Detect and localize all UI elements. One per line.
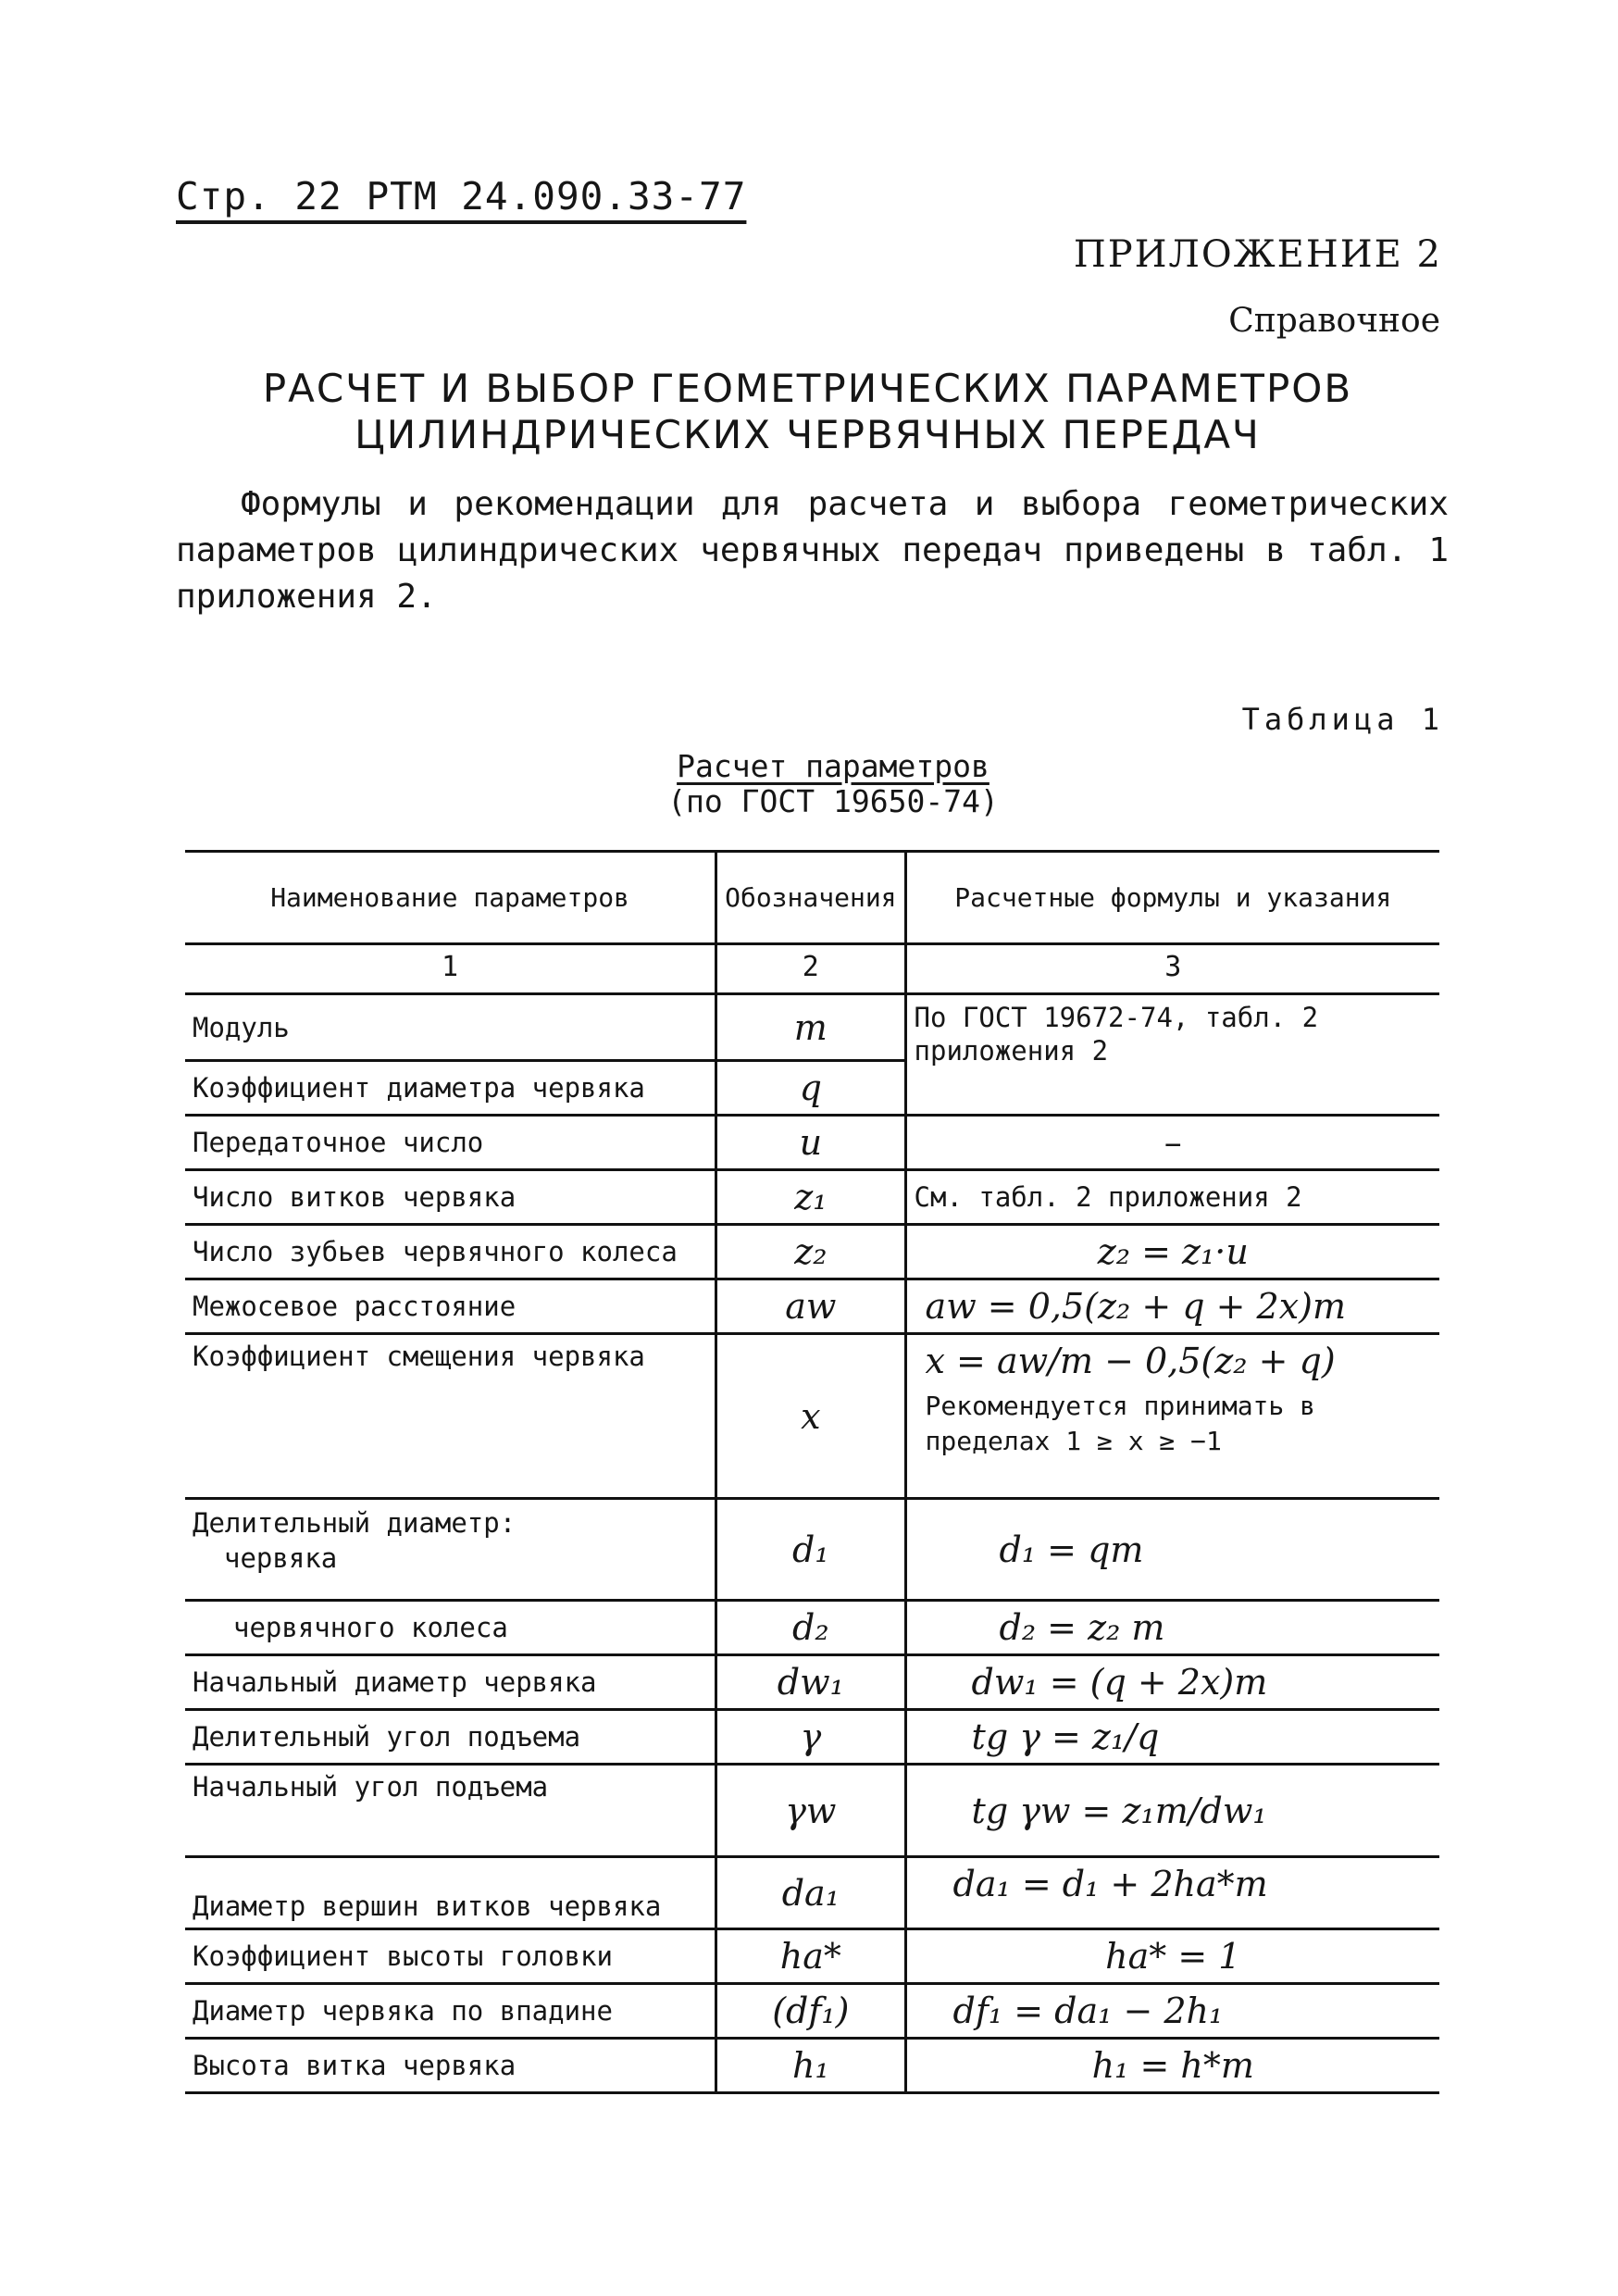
- param-symbol: q: [716, 1061, 905, 1116]
- param-symbol: m: [716, 994, 905, 1061]
- param-formula-cell: [905, 1334, 1439, 1499]
- document-title-line1: РАСЧЕТ И ВЫБОР ГЕОМЕТРИЧЕСКИХ ПАРАМЕТРОВ: [262, 366, 1353, 411]
- table-row: [185, 1765, 1439, 1857]
- col-header-symbol: Обозначения: [716, 852, 905, 944]
- param-name: Делительный угол подъема: [185, 1710, 716, 1765]
- param-formula: См. табл. 2 приложения 2: [905, 1170, 1439, 1225]
- param-symbol: d₂: [716, 1601, 905, 1655]
- table-header-row: [185, 852, 1439, 944]
- param-symbol: u: [716, 1116, 905, 1170]
- table-row: [185, 1984, 1439, 2039]
- page-reference: Стр. 22 РТМ 24.090.33-77: [176, 174, 747, 218]
- table-row: [185, 1929, 1439, 1984]
- param-formula: x = aw/m − 0,5(z₂ + q): [925, 1341, 1336, 1381]
- param-formula: d₂ = z₂ m: [905, 1601, 1439, 1655]
- param-formula: aw = 0,5(z₂ + q + 2x)m: [905, 1279, 1439, 1334]
- param-name: Коэффициент высоты головки: [185, 1929, 716, 1984]
- reference-type: Справочное: [1228, 302, 1440, 340]
- param-symbol: (df₁): [716, 1984, 905, 2039]
- param-name: Высота витка червяка: [185, 2039, 716, 2093]
- param-formula: tg γw = z₁m/dw₁: [905, 1765, 1439, 1857]
- param-name: Число зубьев червячного колеса: [185, 1225, 716, 1279]
- col-header-formula: Расчетные формулы и указания: [905, 852, 1439, 944]
- param-formula: da₁ = d₁ + 2ha*m: [905, 1857, 1439, 1929]
- param-symbol: γ: [716, 1710, 905, 1765]
- param-formula: h₁ = h*m: [905, 2039, 1439, 2093]
- param-name: Межосевое расстояние: [185, 1279, 716, 1334]
- param-symbol: ha*: [716, 1929, 905, 1984]
- param-name: Модуль: [185, 994, 716, 1061]
- param-symbol: x: [716, 1334, 905, 1499]
- param-symbol: z₁: [716, 1170, 905, 1225]
- table-column-numbers-row: [185, 944, 1439, 994]
- col-number: 1: [185, 944, 716, 994]
- param-name: Передаточное число: [185, 1116, 716, 1170]
- table-row: [185, 1225, 1439, 1279]
- param-name: Коэффициент смещения червяка: [185, 1334, 716, 1499]
- col-number: 3: [905, 944, 1439, 994]
- col-number: 2: [716, 944, 905, 994]
- param-symbol: z₂: [716, 1225, 905, 1279]
- param-symbol: d₁: [716, 1499, 905, 1601]
- table-row: [185, 1116, 1439, 1170]
- table-row: [185, 1601, 1439, 1655]
- table-row: [185, 1334, 1439, 1499]
- appendix-number: ПРИЛОЖЕНИЕ 2: [1073, 233, 1442, 276]
- param-name: Коэффициент диаметра червяка: [185, 1061, 716, 1116]
- table-label: Таблица 1: [1241, 702, 1444, 737]
- param-name: Число витков червяка: [185, 1170, 716, 1225]
- table-row: [185, 1279, 1439, 1334]
- table-caption-sub: (по ГОСТ 19650-74): [667, 783, 999, 819]
- table-row: [185, 1857, 1439, 1929]
- param-symbol: dw₁: [716, 1655, 905, 1710]
- param-symbol: da₁: [716, 1857, 905, 1929]
- param-formula: z₂ = z₁·u: [905, 1225, 1439, 1279]
- table-row: [185, 1655, 1439, 1710]
- intro-paragraph: [176, 481, 1449, 620]
- param-symbol: γw: [716, 1765, 905, 1857]
- table-row: [185, 1499, 1439, 1601]
- param-formula: dw₁ = (q + 2x)m: [905, 1655, 1439, 1710]
- param-formula: –: [905, 1116, 1439, 1170]
- table-row: [185, 2039, 1439, 2093]
- param-note: Рекомендуется принимать в пределах 1 ≥ x ≥ −1: [925, 1391, 1315, 1456]
- intro-text: Формулы и рекомендации для расчета и выбора геометрических параметров цилиндрических червячных передач приведены в табл. 1 приложения 2.: [176, 485, 1449, 616]
- param-formula: ha* = 1: [905, 1929, 1439, 1984]
- param-formula: tg γ = z₁/q: [905, 1710, 1439, 1765]
- param-symbol: h₁: [716, 2039, 905, 2093]
- document-title-line2: ЦИЛИНДРИЧЕСКИХ ЧЕРВЯЧНЫХ ПЕРЕДАЧ: [355, 412, 1261, 457]
- param-symbol: aw: [716, 1279, 905, 1334]
- param-name-cell: [185, 1499, 716, 1601]
- param-formula: d₁ = qm: [905, 1499, 1439, 1601]
- param-name: Диаметр червяка по впадине: [185, 1984, 716, 2039]
- param-subname: червяка: [224, 1542, 338, 1574]
- col-header-name: Наименование параметров: [185, 852, 716, 944]
- param-formula: df₁ = da₁ − 2h₁: [905, 1984, 1439, 2039]
- param-name: червячного колеса: [185, 1601, 716, 1655]
- param-name: Начальный диаметр червяка: [185, 1655, 716, 1710]
- param-formula: По ГОСТ 19672-74, табл. 2 приложения 2: [905, 994, 1439, 1116]
- param-name: Диаметр вершин витков червяка: [185, 1857, 716, 1929]
- param-name: Делительный диаметр:: [193, 1507, 517, 1539]
- table-row: [185, 1170, 1439, 1225]
- table-row: [185, 994, 1439, 1061]
- parameters-table: [185, 850, 1439, 2094]
- table-caption: Расчет параметров: [677, 748, 989, 784]
- param-name: Начальный угол подъема: [185, 1765, 716, 1857]
- table-row: [185, 1710, 1439, 1765]
